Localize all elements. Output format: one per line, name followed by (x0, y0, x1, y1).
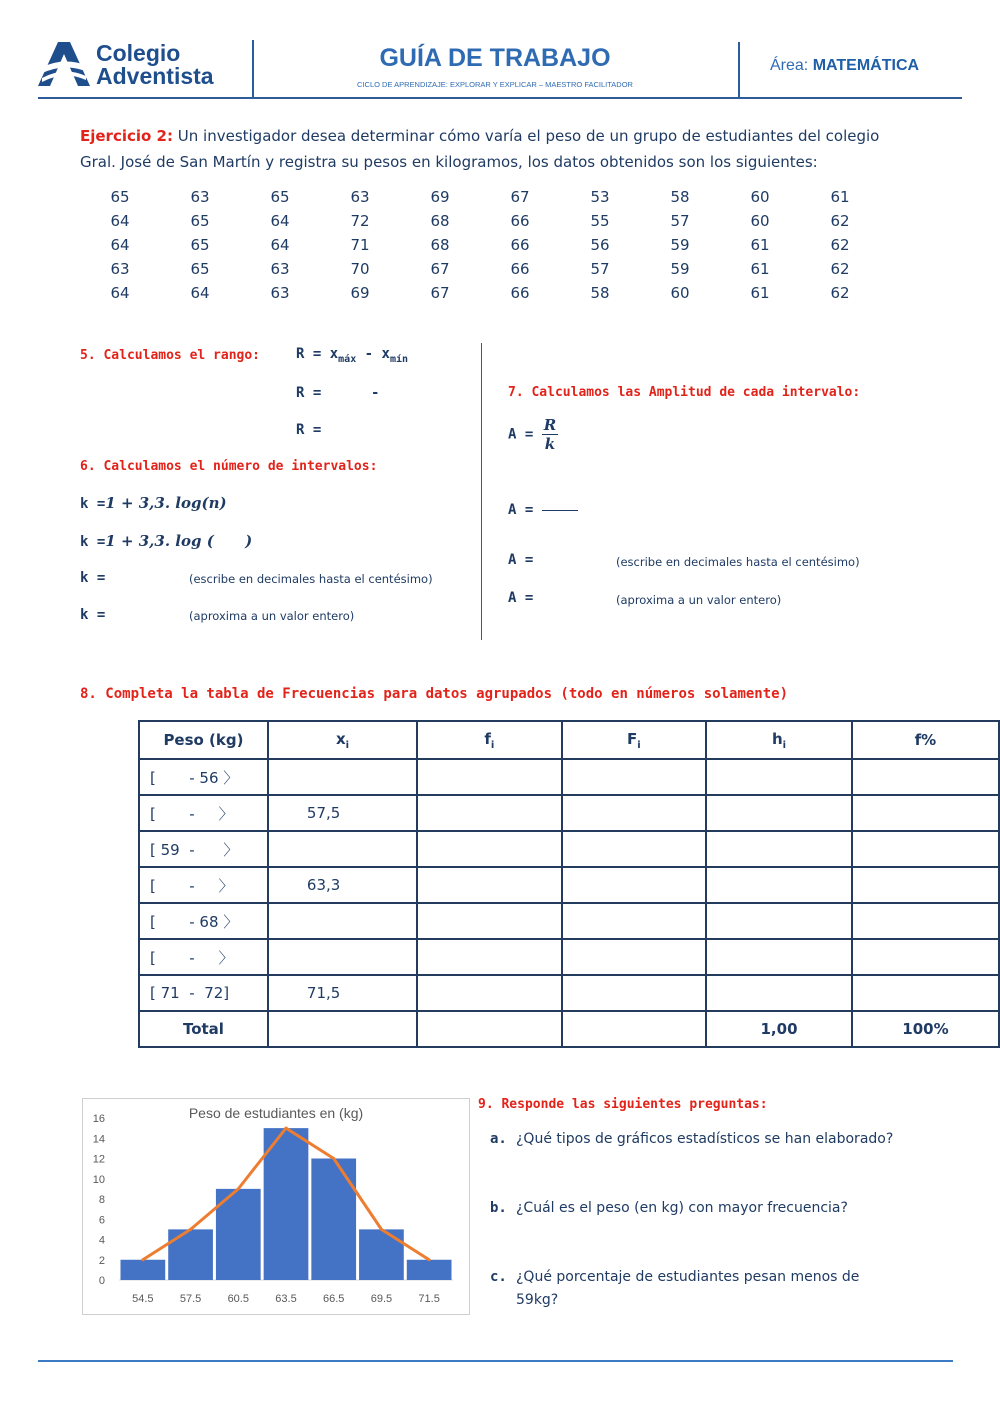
data-grid-cell: 63 (350, 188, 370, 206)
table-cell[interactable] (706, 831, 852, 867)
table-cell[interactable] (852, 903, 999, 939)
header-bottom-rule (38, 97, 962, 99)
chart-svg (83, 1099, 469, 1314)
data-grid-cell: 53 (590, 188, 610, 206)
table-cell[interactable] (417, 759, 562, 795)
table-header-main: Peso (kg) (163, 731, 244, 749)
frequency-polygon-point (428, 1258, 431, 1261)
table-cell[interactable] (268, 1011, 417, 1047)
data-grid-row (80, 233, 880, 257)
data-grid-cell: 59 (670, 236, 690, 254)
table-header-sub: i (490, 739, 495, 751)
step5-formula (296, 346, 408, 365)
exercise-text-line1: Un investigador desea determinar cómo varía el peso de un grupo de estudiantes del colegio (177, 127, 880, 145)
table-header-row (139, 721, 999, 759)
page-subtitle: CICLO DE APRENDIZAJE: EXPLORAR Y EXPLICAR – MAESTRO FACILITADOR (357, 80, 633, 89)
header-divider-right (738, 42, 740, 98)
data-grid-row (80, 209, 880, 233)
data-grid-row (80, 257, 880, 281)
x-tick-label: 69.5 (370, 1293, 393, 1305)
table-cell[interactable] (706, 903, 852, 939)
y-tick-label: 12 (92, 1153, 105, 1166)
total-label: Total (139, 1011, 268, 1047)
step7-blank-fraction-line (542, 510, 578, 511)
data-grid-cell: 61 (750, 236, 770, 254)
footer-rule (38, 1360, 953, 1362)
table-cell[interactable] (706, 867, 852, 903)
step7-a3-note: (escribe en decimales hasta el centésimo) (616, 555, 860, 569)
table-cell[interactable] (268, 831, 417, 867)
step6-k2-formula: 1 + 3,3. log ( ) (105, 532, 253, 550)
data-grid-cell: 62 (830, 260, 850, 278)
table-header-cell (268, 721, 417, 759)
logo-icon (38, 42, 90, 88)
question-a (490, 1128, 893, 1151)
step7-a1 (508, 416, 558, 453)
step5-sub-max: máx (338, 353, 357, 365)
table-total-row (139, 1011, 999, 1047)
data-grid-cell: 60 (750, 188, 770, 206)
histogram-bar (359, 1229, 404, 1280)
step7-frac-den: k (544, 435, 556, 453)
step5-heading: 5. Calculamos el rango: (80, 348, 261, 363)
data-grid-cell: 70 (350, 260, 370, 278)
question-c-letter: c. (490, 1269, 507, 1285)
data-grid-cell: 67 (510, 188, 530, 206)
data-grid-cell: 62 (830, 284, 850, 302)
table-header-main: f (484, 729, 491, 748)
table-cell[interactable] (562, 795, 707, 831)
data-grid-cell: 64 (190, 284, 210, 302)
question-a-text: ¿Qué tipos de gráficos estadísticos se han elaborado? (516, 1131, 894, 1147)
frequency-polygon-point (189, 1228, 192, 1231)
table-cell[interactable] (417, 1011, 562, 1047)
data-grid-cell: 62 (830, 212, 850, 230)
data-grid-cell: 61 (830, 188, 850, 206)
step6-k4-label: k = (80, 607, 106, 623)
step6-k2-label: k = (80, 534, 106, 550)
data-grid-row (80, 281, 880, 305)
logo-line2: Adventista (96, 63, 214, 89)
interval-cell: [ - 56 〉 (139, 759, 268, 795)
y-tick-label: 16 (92, 1113, 105, 1125)
frequency-polygon-point (380, 1228, 383, 1231)
data-grid-cell: 64 (270, 212, 290, 230)
table-cell[interactable] (852, 795, 999, 831)
step7-heading: 7. Calculamos las Amplitud de cada intervalo: (508, 385, 861, 400)
data-grid-cell: 67 (430, 284, 450, 302)
table-cell[interactable] (852, 759, 999, 795)
data-grid-cell: 64 (110, 212, 130, 230)
data-grid-cell: 65 (190, 236, 210, 254)
step6-k3-label: k = (80, 570, 106, 586)
table-header-main: h (771, 729, 783, 748)
step7-fraction (542, 416, 558, 453)
data-grid-cell: 69 (430, 188, 450, 206)
table-cell[interactable] (562, 831, 707, 867)
x-tick-label: 71.5 (418, 1293, 440, 1305)
step7-frac-num: R (543, 416, 557, 434)
table-header-main: x (335, 729, 346, 748)
table-header-cell (139, 721, 268, 759)
table-cell[interactable] (268, 759, 417, 795)
table-cell[interactable] (562, 759, 707, 795)
table-row (139, 759, 999, 795)
data-grid-cell: 69 (350, 284, 370, 302)
table-header-cell (417, 721, 562, 759)
chart-title: Peso de estudiantes en (kg) (188, 1105, 364, 1121)
step6-heading: 6. Calculamos el número de intervalos: (80, 459, 378, 474)
page-title: GUÍA DE TRABAJO (379, 44, 611, 72)
table-row (139, 831, 999, 867)
data-grid-cell: 62 (830, 236, 850, 254)
table-header-sub: i (345, 739, 350, 751)
step6-k2 (80, 532, 252, 550)
step7-a2 (508, 502, 578, 518)
table-cell[interactable] (417, 831, 562, 867)
data-grid-cell: 59 (670, 260, 690, 278)
interval-cell: [ - 〉 (139, 939, 268, 975)
table-cell[interactable] (706, 939, 852, 975)
y-tick-label: 14 (92, 1133, 105, 1146)
table-header-sub: i (637, 739, 641, 751)
exercise-text-line2: Gral. José de San Martín y registra su pesos en kilogramos, los datos obtenidos son los siguientes: (80, 153, 818, 171)
step6-k4-note: (aproxima a un valor entero) (189, 609, 355, 623)
step5-line2-dash: - (371, 385, 380, 401)
step5-formula-mid: - x (356, 346, 390, 362)
data-grid-cell: 64 (110, 236, 130, 254)
table-cell[interactable] (417, 903, 562, 939)
step6-k3-note: (escribe en decimales hasta el centésimo) (189, 572, 433, 586)
interval-cell: [ 71 - 72] (139, 975, 268, 1011)
step7-a4-label: A = (508, 590, 534, 606)
step5-sub-min: mín (389, 353, 408, 365)
histogram-bar (311, 1159, 356, 1281)
y-tick-label: 4 (98, 1234, 105, 1247)
table-cell[interactable]: 63,3 (268, 867, 417, 903)
step7-a1-label: A = (508, 426, 534, 443)
step6-k1-formula: 1 + 3,3. log(n) (105, 494, 227, 512)
table-cell[interactable] (268, 939, 417, 975)
table-cell[interactable] (852, 939, 999, 975)
data-grid-cell: 68 (430, 212, 450, 230)
table-row (139, 795, 999, 831)
total-percent: 100% (852, 1011, 999, 1047)
data-grid-cell: 58 (670, 188, 690, 206)
y-tick-label: 2 (98, 1254, 105, 1267)
frequency-polygon-point (141, 1258, 144, 1261)
table-cell[interactable] (417, 975, 562, 1011)
weight-data-grid (80, 185, 880, 305)
data-grid-cell: 71 (350, 236, 370, 254)
y-tick-label: 0 (98, 1275, 105, 1287)
logo-text (96, 42, 214, 88)
frequency-polygon-point (285, 1127, 288, 1130)
question-c-text2: 59kg? (516, 1292, 559, 1308)
table-header-main: F (627, 729, 638, 748)
x-tick-label: 60.5 (227, 1293, 249, 1305)
question-b-letter: b. (490, 1200, 507, 1216)
table-header-cell (706, 721, 852, 759)
table-row (139, 903, 999, 939)
question-a-letter: a. (490, 1131, 507, 1147)
y-tick-label: 8 (98, 1194, 105, 1206)
table-row (139, 867, 999, 903)
histogram-bar (407, 1260, 452, 1280)
step5-formula-prefix: R = x (296, 346, 339, 362)
data-grid-cell: 61 (750, 284, 770, 302)
table-cell[interactable] (706, 795, 852, 831)
table-cell[interactable]: 71,5 (268, 975, 417, 1011)
exercise-label: Ejercicio 2: (80, 127, 173, 145)
table-header-cell (562, 721, 707, 759)
data-grid-cell: 66 (510, 236, 530, 254)
y-tick-label: 10 (92, 1173, 105, 1186)
table-row (139, 975, 999, 1011)
header-divider-left (252, 40, 254, 98)
table-cell[interactable] (852, 867, 999, 903)
interval-cell: [ - 〉 (139, 795, 268, 831)
table-cell[interactable] (562, 939, 707, 975)
data-grid-cell: 66 (510, 212, 530, 230)
step5-line2: R = (296, 385, 322, 401)
frequency-table (138, 720, 1000, 1048)
table-header-cell (852, 721, 999, 759)
data-grid-cell: 65 (190, 212, 210, 230)
data-grid-cell: 67 (430, 260, 450, 278)
logo-line1: Colegio (96, 40, 181, 66)
data-grid-cell: 64 (110, 284, 130, 302)
histogram-bar (168, 1229, 213, 1280)
data-grid-cell: 65 (270, 188, 290, 206)
area-label-text: Área: (770, 57, 809, 74)
table-cell[interactable] (417, 795, 562, 831)
data-grid-cell: 63 (270, 260, 290, 278)
exercise-intro (80, 123, 920, 175)
step5-line3: R = (296, 422, 322, 438)
table-cell[interactable] (562, 903, 707, 939)
data-grid-cell: 60 (750, 212, 770, 230)
x-tick-label: 63.5 (275, 1293, 297, 1305)
data-grid-cell: 65 (190, 260, 210, 278)
data-grid-cell: 68 (430, 236, 450, 254)
step9-heading: 9. Responde las siguientes preguntas: (478, 1097, 768, 1112)
data-grid-cell: 63 (110, 260, 130, 278)
table-row (139, 939, 999, 975)
frequency-polygon-point (237, 1187, 240, 1190)
interval-cell: [ 59 - 〉 (139, 831, 268, 867)
step8-heading: 8. Completa la tabla de Frecuencias para datos agrupados (todo en números solamente) (80, 686, 789, 702)
x-tick-label: 54.5 (132, 1293, 154, 1305)
data-grid-cell: 63 (270, 284, 290, 302)
area-value: MATEMÁTICA (812, 57, 920, 74)
table-cell[interactable] (706, 759, 852, 795)
total-hi: 1,00 (706, 1011, 852, 1047)
x-tick-label: 66.5 (323, 1293, 345, 1305)
data-grid-cell: 63 (190, 188, 210, 206)
x-tick-label: 57.5 (179, 1293, 202, 1305)
table-cell[interactable] (417, 867, 562, 903)
table-cell[interactable]: 57,5 (268, 795, 417, 831)
data-grid-cell: 66 (510, 284, 530, 302)
table-cell[interactable] (852, 831, 999, 867)
data-grid-cell: 64 (270, 236, 290, 254)
data-grid-row (80, 185, 880, 209)
steps-divider (481, 343, 482, 640)
table-cell[interactable] (852, 975, 999, 1011)
interval-cell: [ - 〉 (139, 867, 268, 903)
y-tick-label: 6 (98, 1214, 105, 1227)
data-grid-cell: 60 (670, 284, 690, 302)
question-b-text: ¿Cuál es el peso (en kg) con mayor frecuencia? (516, 1200, 848, 1216)
table-cell[interactable] (562, 1011, 707, 1047)
data-grid-cell: 57 (590, 260, 610, 278)
histogram-chart (82, 1098, 470, 1315)
interval-cell: [ - 68 〉 (139, 903, 268, 939)
step7-a3-label: A = (508, 552, 534, 568)
table-header-main: f% (914, 731, 937, 749)
data-grid-cell: 58 (590, 284, 610, 302)
area-label (770, 57, 919, 75)
table-cell[interactable] (706, 975, 852, 1011)
data-grid-cell: 55 (590, 212, 610, 230)
data-grid-cell: 57 (670, 212, 690, 230)
histogram-bar (121, 1260, 166, 1280)
question-b (490, 1197, 848, 1220)
frequency-polygon-point (332, 1157, 335, 1160)
table-cell[interactable] (417, 939, 562, 975)
data-grid-cell: 56 (590, 236, 610, 254)
table-header-sub: i (782, 739, 787, 751)
table-cell[interactable] (562, 975, 707, 1011)
data-grid-cell: 72 (350, 212, 370, 230)
question-c (490, 1266, 859, 1312)
question-c-text: ¿Qué porcentaje de estudiantes pesan menos de (516, 1269, 860, 1285)
histogram-bar (264, 1128, 309, 1280)
table-cell[interactable] (268, 903, 417, 939)
table-cell[interactable] (562, 867, 707, 903)
step6-k1 (80, 494, 227, 512)
data-grid-cell: 66 (510, 260, 530, 278)
data-grid-cell: 65 (110, 188, 130, 206)
step7-a4-note: (aproxima a un valor entero) (616, 593, 782, 607)
step7-a2-label: A = (508, 502, 534, 518)
data-grid-cell: 61 (750, 260, 770, 278)
step6-k1-label: k = (80, 496, 106, 512)
